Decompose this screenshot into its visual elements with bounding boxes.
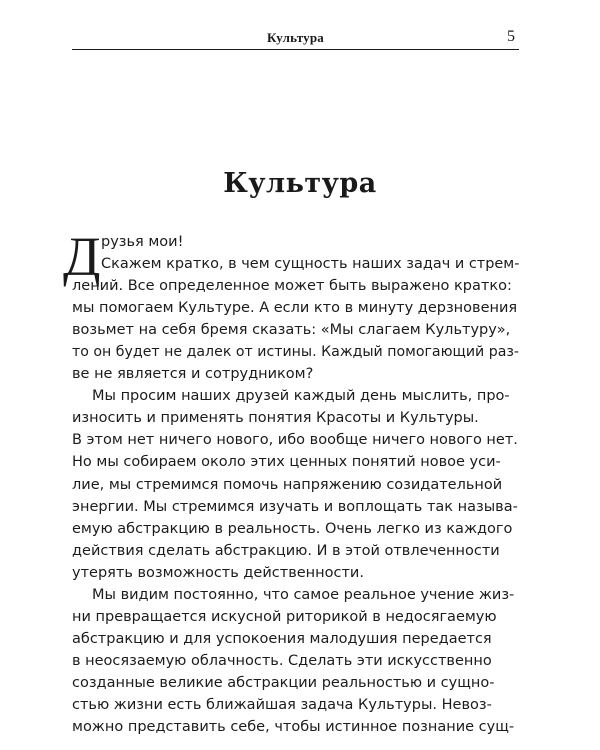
- text-line: стью жизни есть ближайшая задача Культуры. Невоз-: [72, 696, 492, 713]
- running-head: [72, 28, 519, 50]
- text-line: то он будет не далек от истины. Каждый помогающий раз-: [72, 344, 520, 361]
- text-line: ни превращается искусной риторикой в недосягаемую: [72, 608, 497, 625]
- header-rule: [72, 49, 519, 50]
- text-line: в неосязаемую облачность. Сделать эти искусственно: [72, 652, 492, 669]
- text-line: лений. Все определенное может быть выражено кратко:: [72, 278, 512, 295]
- text-line: рузья мои!: [101, 234, 184, 250]
- text-line: емую абстракцию в реальность. Очень легко из каждого: [72, 520, 513, 537]
- text-line: Мы просим наших друзей каждый день мыслить, про-: [92, 388, 510, 405]
- text-line: энергии. Мы стремимся изучать и воплощать так называ-: [72, 498, 518, 515]
- text-line: Но мы собираем около этих ценных понятий новое уси-: [72, 454, 501, 471]
- text-line: возьмет на себя бремя сказать: «Мы слагаем Культуру»,: [72, 322, 511, 339]
- running-title: Культура: [267, 30, 324, 45]
- text-line: действия сделать абстракцию. И в этой отвлеченности: [72, 542, 500, 559]
- text-line: созданные великие абстракции реальностью и сущно-: [72, 674, 495, 691]
- text-line: Скажем кратко, в чем сущность наших задач и стрем-: [101, 256, 520, 273]
- text-line: абстракцию и для успокоения малодушия передается: [72, 630, 492, 647]
- chapter-title: Культура: [223, 168, 377, 199]
- page-number: 5: [507, 28, 515, 45]
- text-line: утерять возможность действенности.: [72, 564, 364, 581]
- text-line: В этом нет ничего нового, ибо вообще ничего нового нет.: [72, 432, 518, 449]
- text-line: износить и применять понятия Красоты и Культуры.: [72, 410, 479, 427]
- text-line: Мы видим постоянно, что самое реальное учение жиз-: [92, 586, 515, 603]
- text-line: мы помогаем Культуре. А если кто в минуту дерзновения: [72, 300, 518, 317]
- text-line: можно представить себе, чтобы истинное познание сущ-: [72, 719, 515, 735]
- text-line: ве не является и сотрудником?: [72, 366, 314, 383]
- text-line: лие, мы стремимся помочь напряжению созидательной: [72, 476, 503, 493]
- drop-cap: Д: [63, 226, 101, 287]
